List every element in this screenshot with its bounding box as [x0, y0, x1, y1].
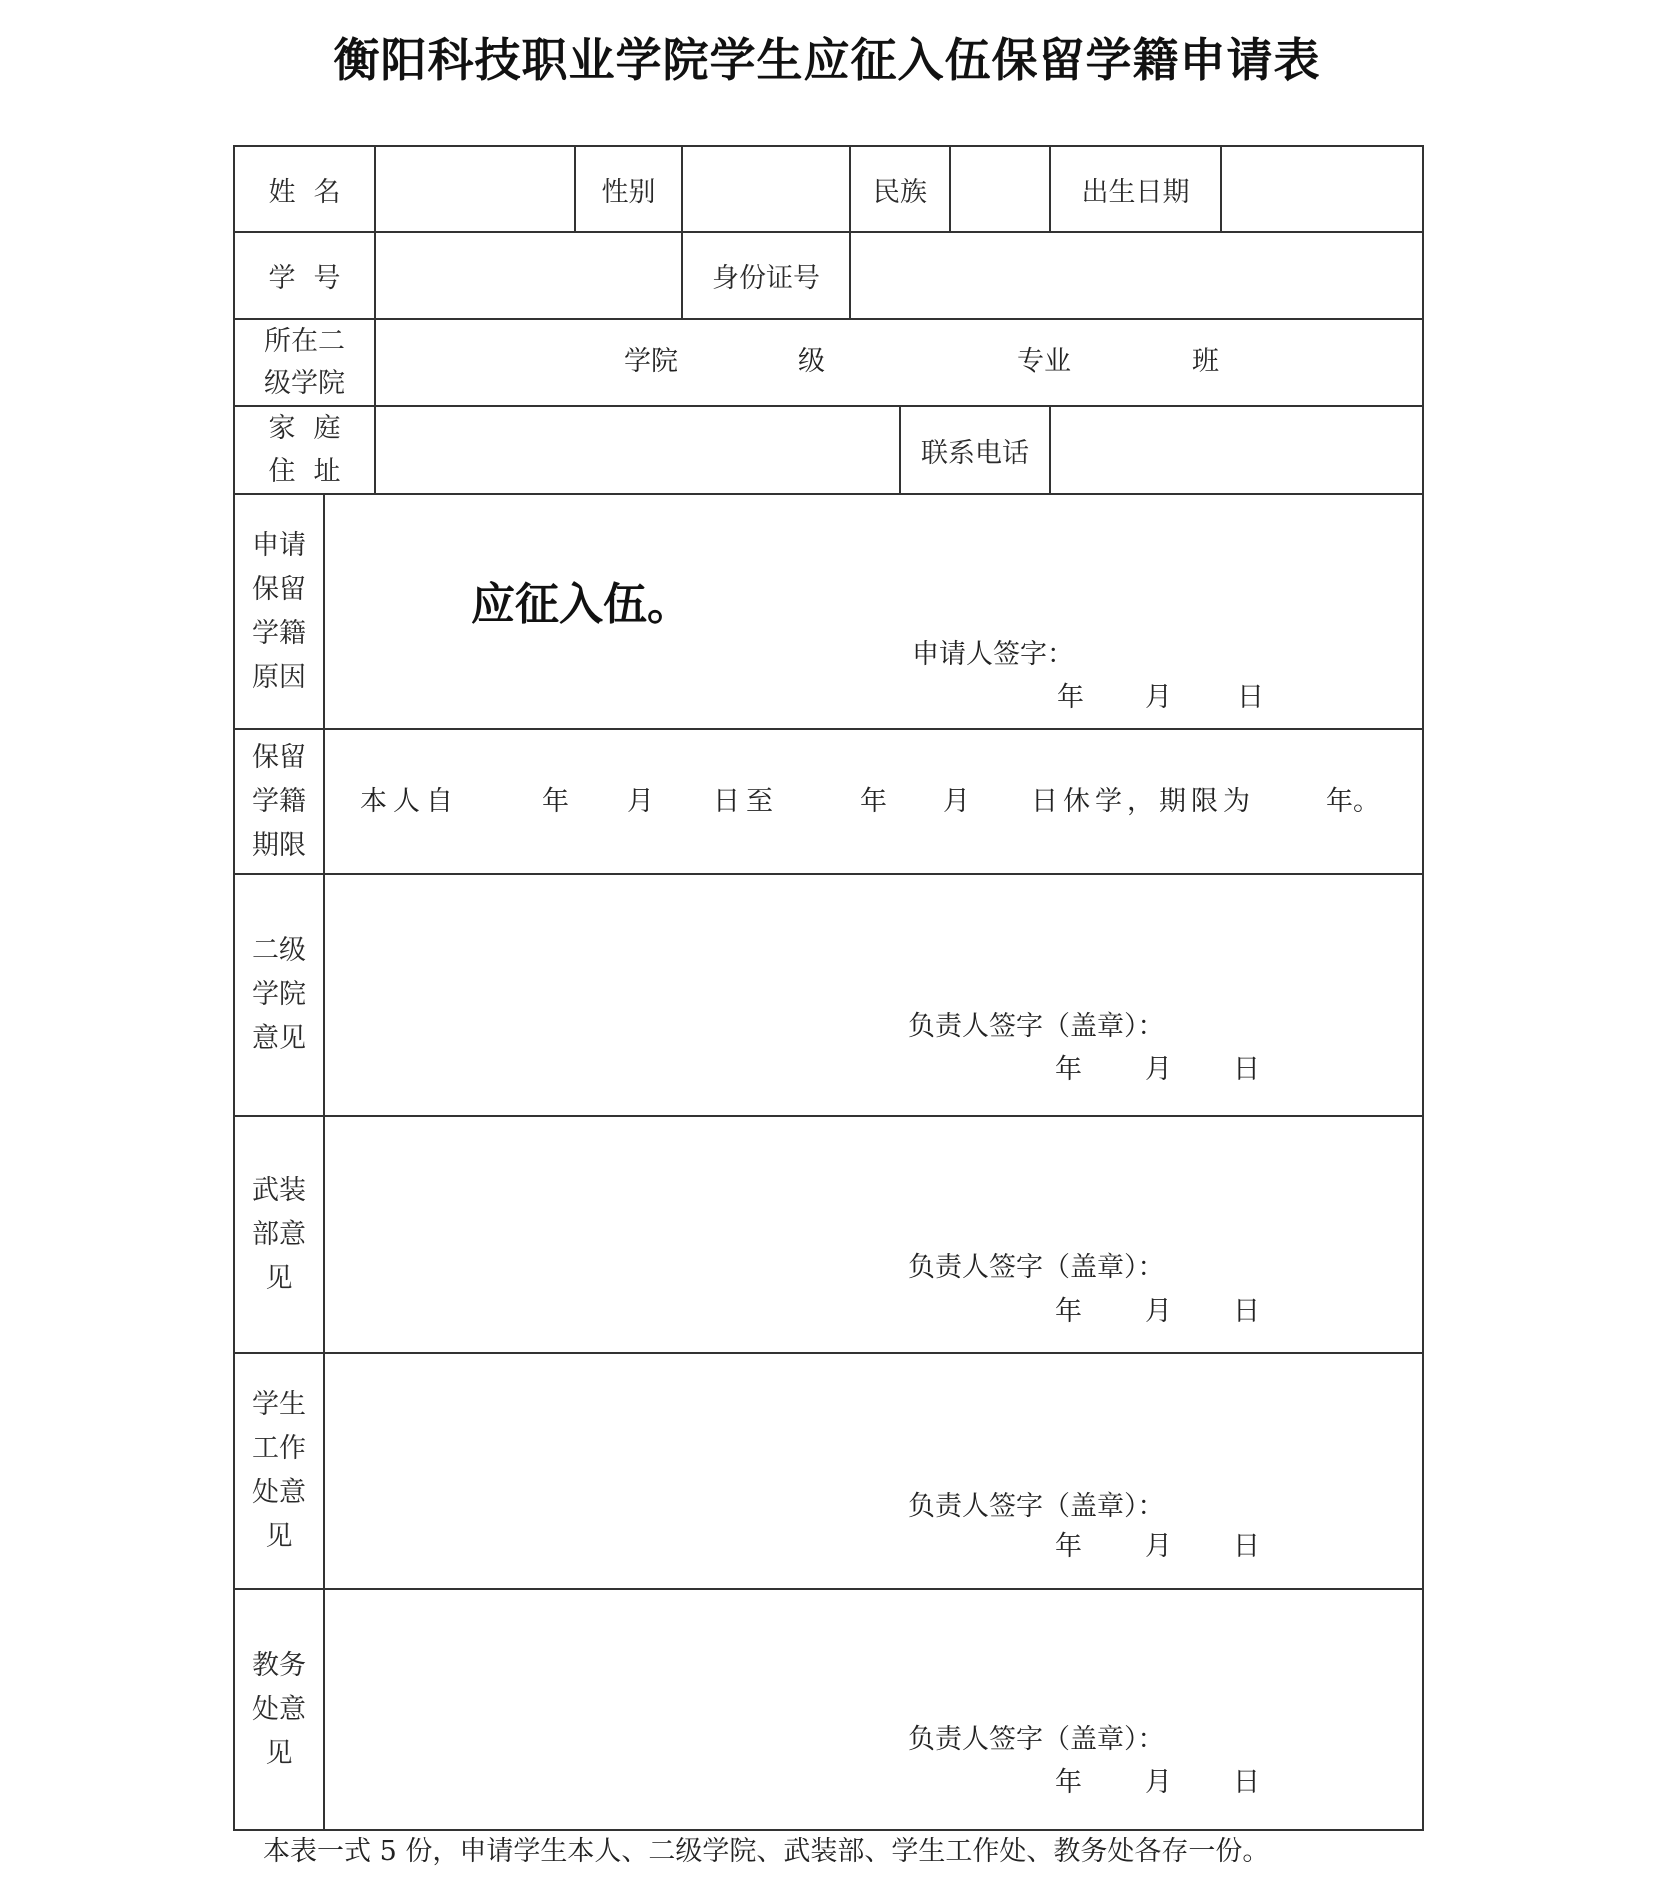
college-label-line: 级学院 — [264, 367, 345, 399]
id-card-label: 身份证号 — [712, 263, 820, 294]
opinion-label-line: 学生 — [252, 1389, 306, 1420]
phone-field[interactable] — [1051, 407, 1422, 493]
applicant-signature-label: 申请人签字： — [912, 639, 1074, 670]
date-day: 日 — [1237, 682, 1264, 713]
period-prefix: 本人自 — [360, 786, 459, 817]
reason-label-line: 学籍 — [252, 617, 306, 649]
name-label — [235, 147, 374, 231]
address-label-line — [269, 407, 341, 450]
grade-suffix: 级 — [798, 346, 825, 377]
opinion-label-line: 见 — [265, 1737, 293, 1769]
opinion-label-line: 处意 — [252, 1693, 306, 1725]
address-label — [235, 407, 374, 493]
reason-label-line: 申请 — [252, 529, 306, 561]
birthdate-field[interactable] — [1222, 147, 1422, 231]
period-month2: 月 — [943, 786, 970, 817]
footnote: 本表一式 5 份，申请学生本人、二级学院、武装部、学生工作处、教务处各存一份。 — [263, 1836, 1270, 1867]
name-label-char: 姓 — [268, 176, 296, 208]
phone-label: 联系电话 — [921, 437, 1029, 469]
opinion-label-line: 二级 — [252, 935, 306, 966]
date-year: 年 — [1055, 1296, 1082, 1327]
major-suffix: 专业 — [1017, 346, 1071, 377]
period-day1-to: 日至 — [713, 786, 779, 817]
period-year1: 年 — [542, 786, 569, 817]
form-title: 衡阳科技职业学院学生应征入伍保留学籍申请表 — [333, 33, 1321, 87]
period-month1: 月 — [627, 786, 654, 817]
opinion-label-line: 工作 — [252, 1433, 306, 1464]
student-affairs-signature-label: 负责人签字（盖章）： — [908, 1491, 1165, 1522]
address-label-char: 址 — [313, 456, 341, 487]
reason-content: 应征入伍。 — [471, 579, 691, 630]
opinion-label-line: 处意 — [252, 1477, 306, 1508]
date-year: 年 — [1055, 1054, 1082, 1085]
period-day2-suffix: 日休学，期限为 — [1031, 786, 1255, 817]
student-id-label — [235, 233, 374, 318]
name-field[interactable] — [376, 147, 574, 231]
opinion-label-line: 武装 — [252, 1174, 306, 1206]
period-label-line: 学籍 — [252, 785, 306, 817]
college-suffix: 学院 — [624, 346, 678, 377]
college-opinion-signature-label: 负责人签字（盖章）： — [908, 1011, 1165, 1042]
reason-label — [235, 495, 323, 728]
date-day: 日 — [1233, 1054, 1260, 1085]
college-label — [235, 320, 374, 405]
armed-forces-opinion-label — [235, 1117, 323, 1352]
address-label-char: 住 — [268, 456, 296, 487]
ethnicity-field[interactable] — [951, 147, 1049, 231]
address-field[interactable] — [376, 407, 899, 493]
period-label-line: 期限 — [252, 829, 306, 861]
opinion-label-line: 见 — [265, 1262, 293, 1294]
opinion-label-line: 部意 — [252, 1218, 306, 1250]
period-label — [235, 730, 323, 873]
date-month: 月 — [1145, 682, 1172, 713]
college-opinion-label — [235, 875, 323, 1115]
period-label-line: 保留 — [252, 741, 306, 773]
academic-affairs-signature-label: 负责人签字（盖章）： — [908, 1724, 1165, 1755]
period-year-end: 年。 — [1326, 786, 1380, 817]
date-year: 年 — [1057, 682, 1084, 713]
reason-label-line: 保留 — [252, 573, 306, 605]
opinion-label-line: 教务 — [252, 1649, 306, 1681]
date-month: 月 — [1145, 1296, 1172, 1327]
opinion-label-line: 意见 — [252, 1023, 306, 1054]
period-year2: 年 — [860, 786, 887, 817]
date-month: 月 — [1145, 1054, 1172, 1085]
armed-forces-signature-label: 负责人签字（盖章）： — [908, 1252, 1165, 1283]
date-month: 月 — [1145, 1767, 1172, 1798]
college-label-line: 所在二 — [264, 325, 345, 357]
opinion-label-line: 学院 — [252, 979, 306, 1010]
address-label-char: 家 — [268, 413, 296, 444]
gender-field[interactable] — [683, 147, 849, 231]
address-label-char: 庭 — [313, 413, 341, 444]
address-label-line — [269, 450, 341, 493]
birthdate-label: 出生日期 — [1081, 176, 1190, 208]
student-id-label-char: 学 — [268, 263, 296, 294]
id-card-field[interactable] — [851, 233, 1422, 318]
date-year: 年 — [1055, 1531, 1082, 1562]
date-day: 日 — [1233, 1767, 1260, 1798]
name-label-char: 名 — [313, 176, 341, 208]
student-id-label-char: 号 — [313, 263, 341, 294]
date-day: 日 — [1233, 1296, 1260, 1327]
gender-label: 性别 — [601, 176, 656, 208]
opinion-label-line: 见 — [265, 1521, 293, 1552]
student-id-field[interactable] — [376, 233, 681, 318]
student-affairs-opinion-label — [235, 1354, 323, 1588]
academic-affairs-opinion-label — [235, 1590, 323, 1829]
reason-label-line: 原因 — [252, 661, 306, 693]
date-year: 年 — [1055, 1767, 1082, 1798]
date-day: 日 — [1233, 1531, 1260, 1562]
college-class-field[interactable] — [376, 320, 1422, 405]
date-month: 月 — [1145, 1531, 1172, 1562]
ethnicity-label: 民族 — [873, 176, 927, 208]
class-suffix: 班 — [1192, 346, 1219, 377]
